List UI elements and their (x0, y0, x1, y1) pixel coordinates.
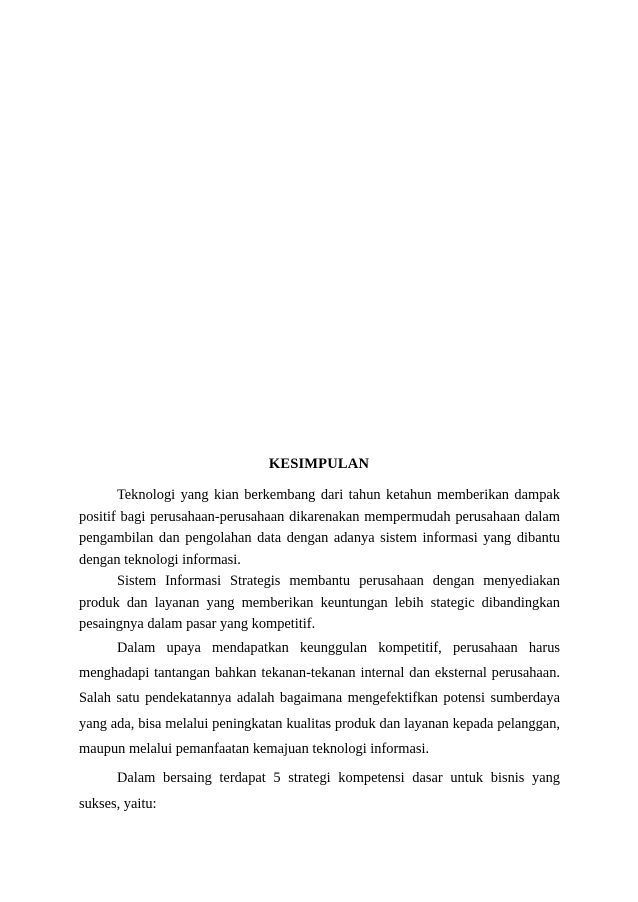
paragraph-competitive-advantage: Dalam upaya mendapatkan keunggulan kompetitif, perusahaan harus menghadapi tantangan bahkan tekanan-tekanan internal dan eksternal perusahaan. Salah satu pendekatannya adalah bagaimana mengefektifkan potensi sumberdaya yang ada, bisa melalui peningkatan kualitas produk dan layanan kepada pelanggan, maupun melalui pemanfaatan kemajuan teknologi informasi. (79, 640, 560, 757)
section-title: KESIMPULAN (268, 456, 370, 472)
paragraph-competitive-strategies: Dalam bersaing terdapat 5 strategi kompetensi dasar untuk bisnis yang sukses, yaitu: (79, 770, 560, 812)
paragraph-technology-impact: Teknologi yang kian berkembang dari tahun ketahun memberikan dampak positif bagi perusahaan-perusahaan dikarenakan mempermudah perusahaan dalam pengambilan dan pengolahan data dengan adanya sistem informasi yang dibantu dengan teknologi informasi. (79, 487, 560, 568)
paragraph-strategic-information-system: Sistem Informasi Strategis membantu perusahaan dengan menyediakan produk dan layanan yang memberikan keuntungan lebih stategic dibandingkan pesaingnya dalam pasar yang kompetitif. (79, 573, 560, 632)
